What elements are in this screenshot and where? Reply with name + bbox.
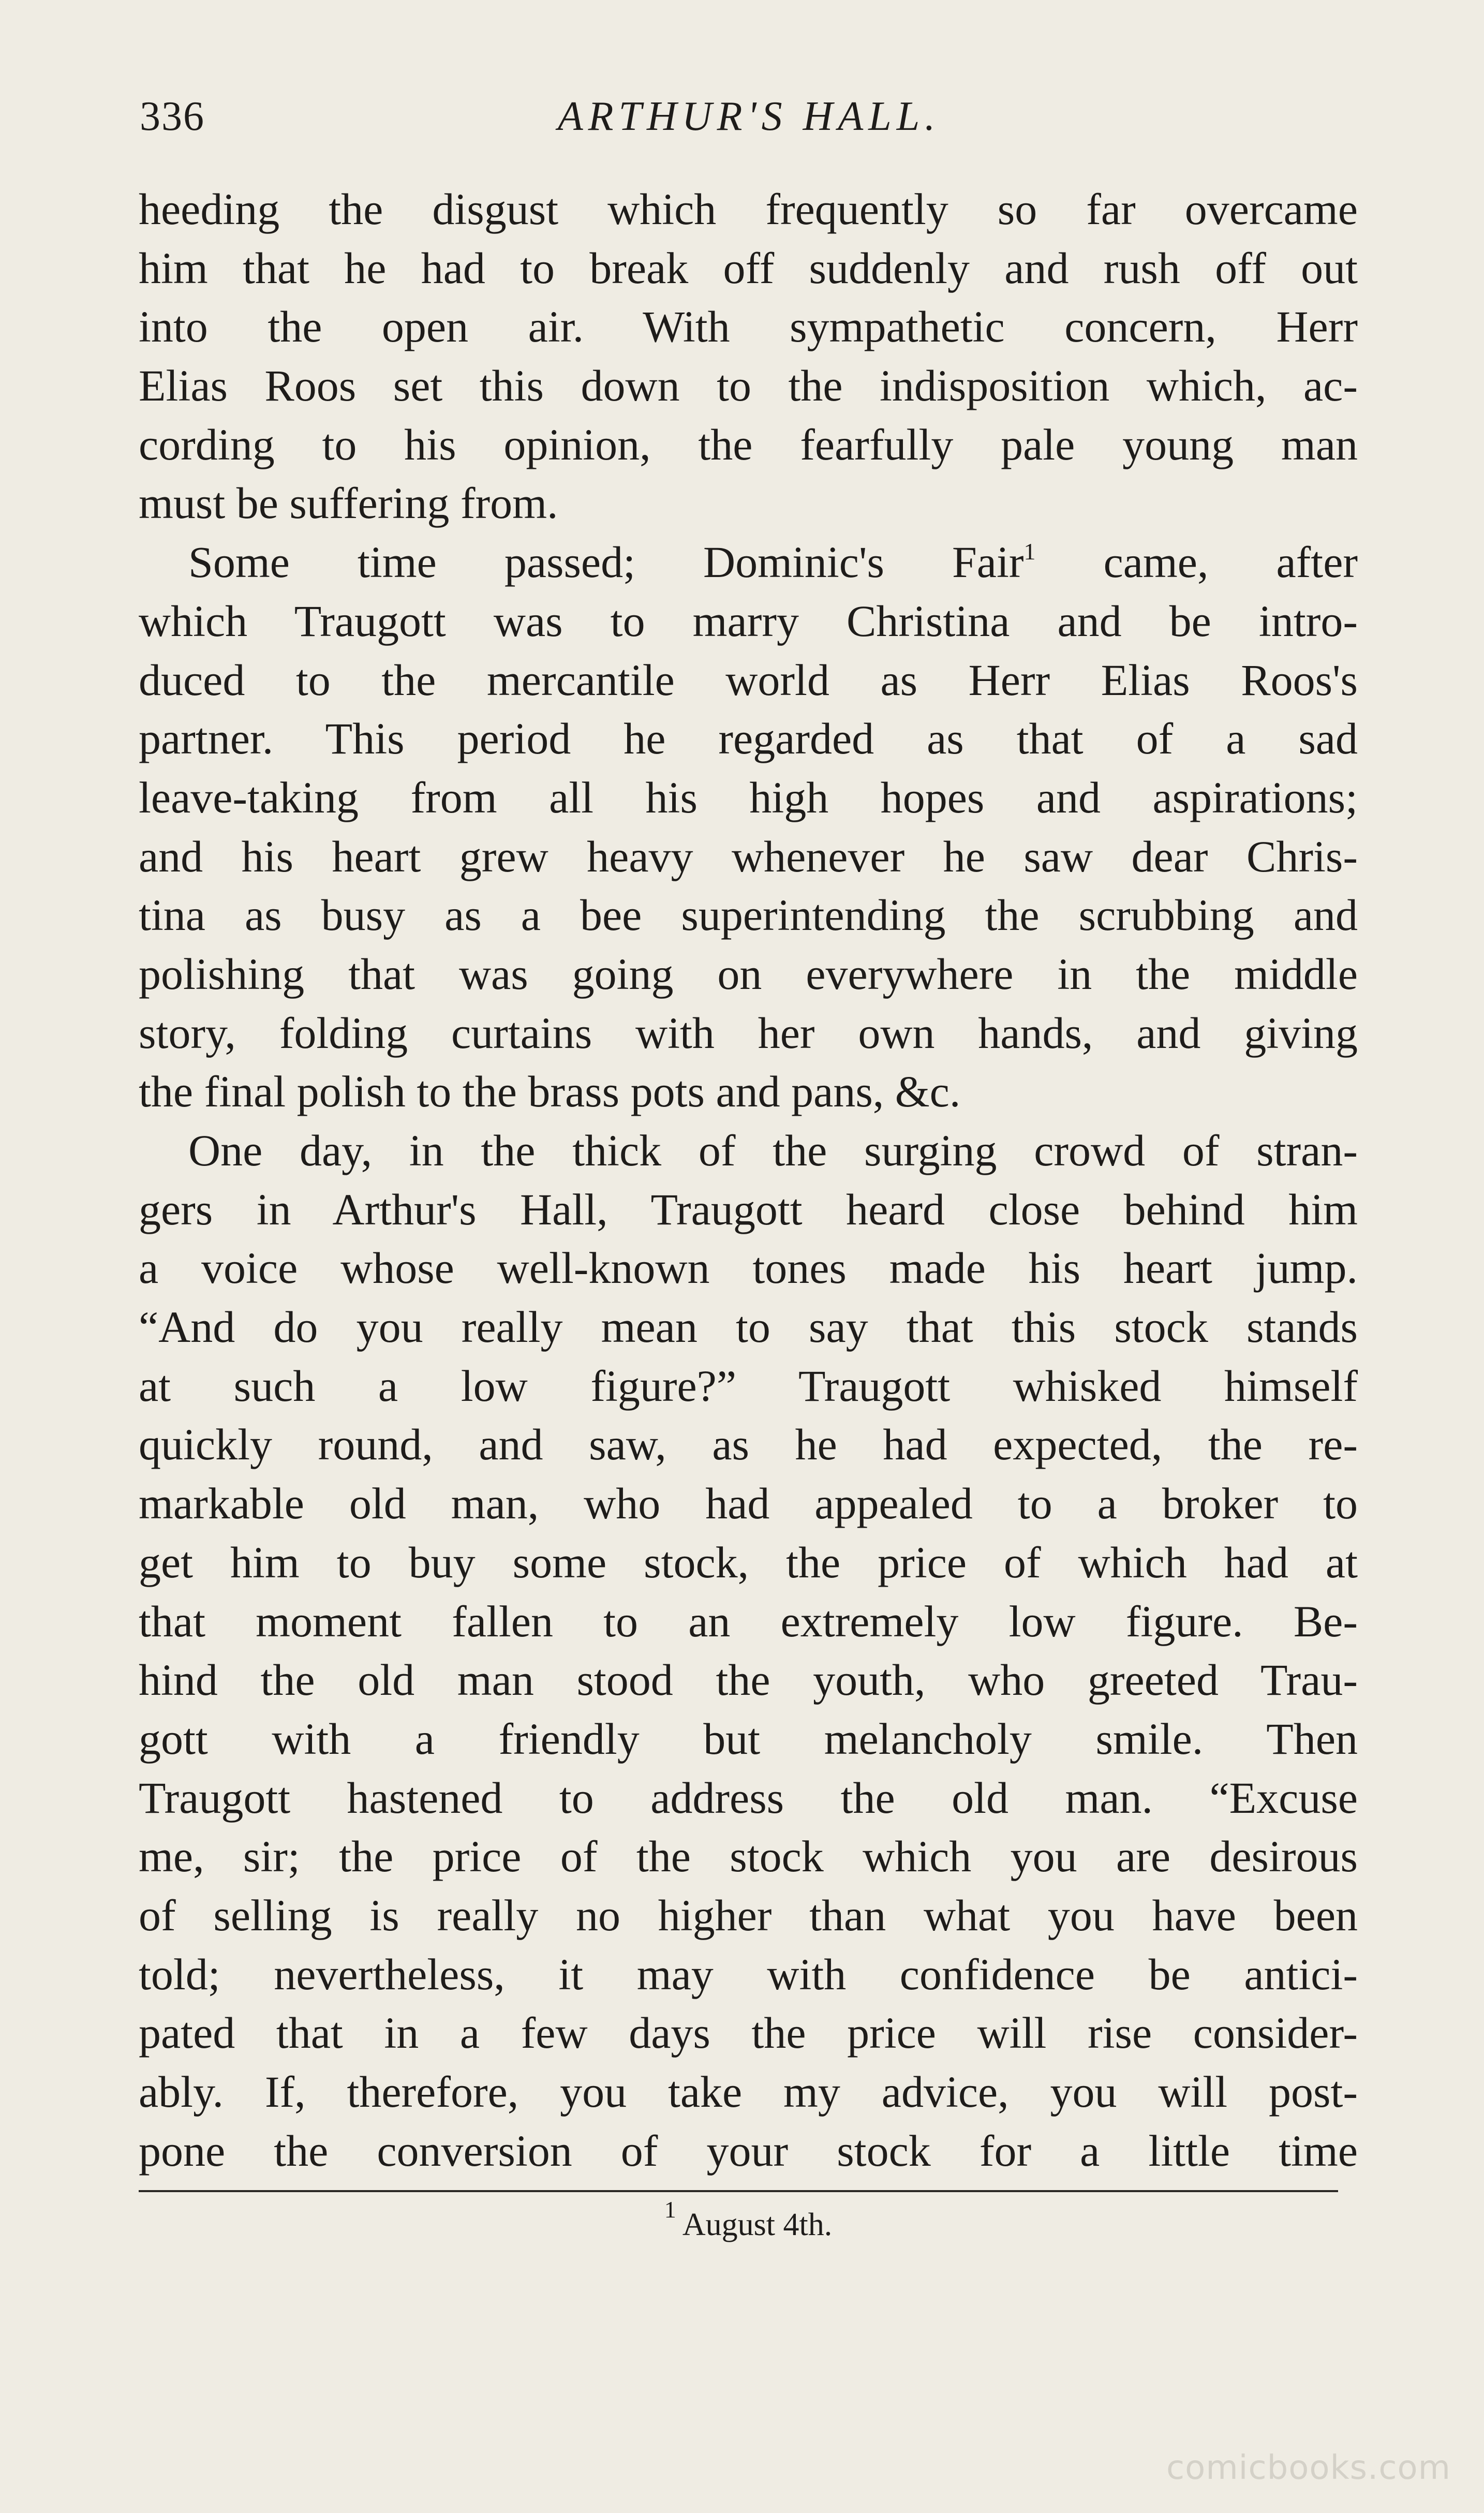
footnote [139, 2196, 1358, 2248]
footnote-marker: 1 [1023, 538, 1036, 565]
text-line: quickly round, and saw, as he had expected, the re- [139, 1420, 1358, 1470]
running-head [140, 88, 1358, 145]
text-line: pone the conversion of your stock for a little time [139, 2125, 1358, 2176]
text-line: me, sir; the price of the stock which you are desirous [139, 1831, 1358, 1882]
text-fragment: came, after [1103, 537, 1358, 587]
text-line: tina as busy as a bee superintending the scrubbing and [139, 890, 1358, 940]
text-line: must be suffering from. [139, 478, 558, 528]
page-number: 336 [140, 94, 205, 139]
text-line: ably. If, therefore, you take my advice, you will post- [139, 2067, 1358, 2117]
footnote-text: August 4th. [682, 2207, 833, 2242]
text-line: gers in Arthur's Hall, Traugott heard close behind him [139, 1184, 1358, 1234]
footnote-number: 1 [664, 2196, 676, 2223]
text-line: that moment fallen to an extremely low figure. Be- [139, 1596, 1358, 1646]
text-line: at such a low figure?” Traugott whisked himself [139, 1361, 1358, 1411]
text-line: into the open air. With sympathetic concern, Herr [139, 302, 1358, 352]
text-line: him that he had to break off suddenly and rush off out [139, 243, 1358, 293]
text-line: story, folding curtains with her own hands, and giving [139, 1008, 1358, 1058]
text-line: gott with a friendly but melancholy smile. Then [139, 1713, 1358, 1764]
text-line: markable old man, who had appealed to a broker to [139, 1479, 1358, 1529]
text-fragment: Some time passed; Dominic's Fair [188, 537, 1024, 587]
footnote-rule [139, 2190, 1338, 2192]
text-line: which Traugott was to marry Christina and be intro- [139, 596, 1358, 646]
text-line: pated that in a few days the price will rise consider- [139, 2008, 1358, 2058]
text-line: hind the old man stood the youth, who greeted Trau- [139, 1655, 1358, 1705]
text-line: Elias Roos set this down to the indisposition which, ac- [139, 361, 1358, 411]
text-line: get him to buy some stock, the price of which had at [139, 1537, 1358, 1587]
text-line: “And do you really mean to say that this stock stands [139, 1302, 1358, 1352]
text-line-with-footnote [139, 533, 1358, 592]
text-line: the final polish to the brass pots and pans, &c. [139, 1067, 961, 1117]
text-line: a voice whose well-known tones made his heart jump. [139, 1243, 1358, 1293]
text-line: heeding the disgust which frequently so far overcame [139, 184, 1358, 234]
text-line: of selling is really no higher than what you have been [139, 1890, 1358, 1940]
body-text [139, 180, 1358, 2180]
watermark: comicbooks.com [1166, 2449, 1451, 2487]
text-line: leave-taking from all his high hopes and aspirations; [139, 772, 1358, 822]
text-line: Traugott hastened to address the old man. “Excuse [139, 1772, 1358, 1823]
running-title: ARTHUR'S HALL. [557, 94, 941, 139]
text-line: One day, in the thick of the surging crowd of stran- [188, 1126, 1358, 1175]
text-line: partner. This period he regarded as that of a sad [139, 714, 1358, 764]
text-line: cording to his opinion, the fearfully pale young man [139, 419, 1358, 469]
text-line: and his heart grew heavy whenever he saw dear Chris- [139, 831, 1358, 881]
text-line: duced to the mercantile world as Herr Elias Roos's [139, 655, 1358, 705]
text-line: polishing that was going on everywhere in the middle [139, 949, 1358, 999]
text-line: told; nevertheless, it may with confidence be antici- [139, 1949, 1358, 1999]
